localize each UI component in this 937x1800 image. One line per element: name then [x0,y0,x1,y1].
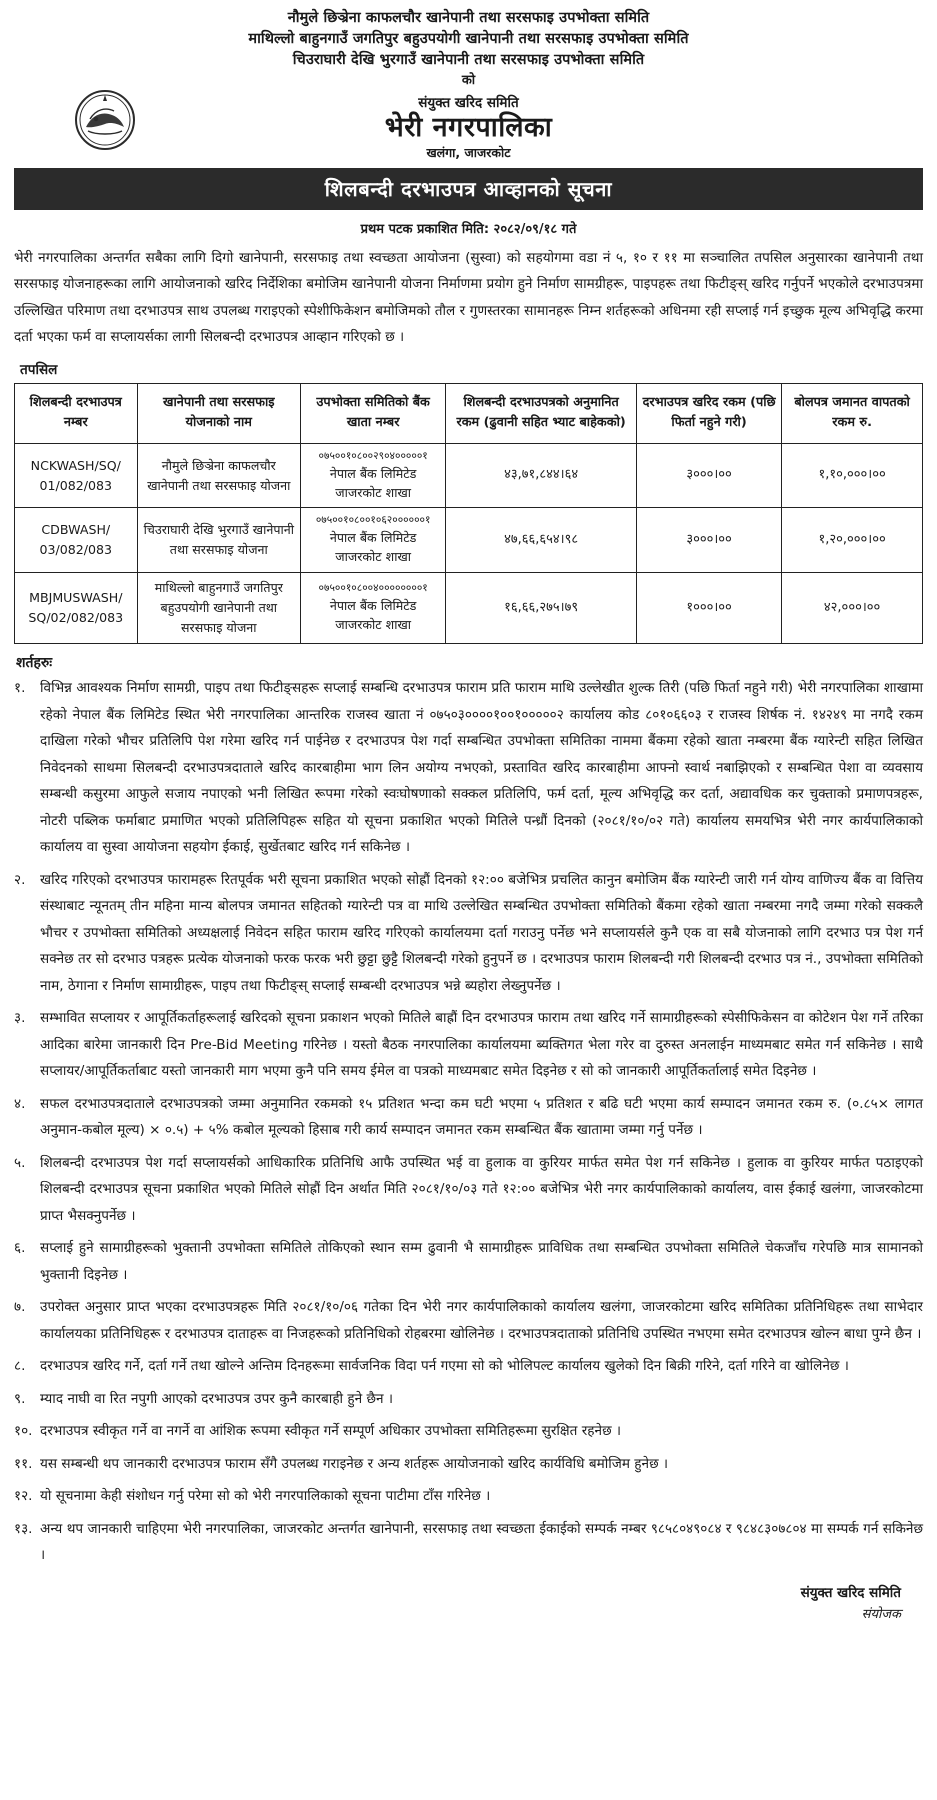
municipality-name: भेरी नगरपालिका [384,111,553,143]
table-row [15,443,923,508]
cell-bid-number: NCKWASH/SQ/ 01/082/083 [15,443,138,508]
cell-purchase-amount: १०००।०० [636,573,781,644]
col-purchase-amount: दरभाउपत्र खरिद रकम (पछि फिर्ता नहुने गरी) [636,383,781,443]
intro-paragraph: भेरी नगरपालिका अन्तर्गत सबैका लागि दिगो खानेपानी, सरसफाइ तथा स्वच्छता आयोजना (सुस्वा) को सहयोगमा वडा नं ५, १० र ११ मा सञ्चालित तपसिल अनुसारका खानेपानी तथा सरसफाइ योजनाहरूका लागि आयोजनाको खरिद निर्देशिका बमोजिम खानेपानी योजना निर्माणमा प्रयोग हुने निर्माण सामग्रीहरू, पाइपहरू तथा फिटीङ्स् खरिद गर्नुपर्ने भएकोले दरभाउपत्रमा उल्लिखित परिमाण तथा दरभाउपत्र साथ उपलब्ध गराइएको स्पेशीफिकेशन बमोजिमको तौल र गुणस्तरका सामानहरू निम्न शर्तहरूको अधिनमा रही सप्लाई गर्न इच्छुक मूल्य अभिवृद्धि करमा दर्ता भएका फर्म वा सप्लायर्सका लागी सिलबन्दी दरभाउपत्र आव्हान गरिएको छ । [14,249,923,346]
table-row [15,573,923,644]
publish-date: प्रथम पटक प्रकाशित मिति: २०८२/०९/१८ गते [360,221,577,237]
condition-text: विभिन्न आवश्यक निर्माण सामग्री, पाइप तथा फिटीङ्सहरू सप्लाई सम्बन्धि दरभाउपत्र फाराम प्रति फाराम माथि उल्लेखीत शुल्क तिरी (पछि फिर्ता नहुने गरी) भेरी नगरपालिका शाखामा रहेको नेपाल बैंक लिमिटेड स्थित भेरी नगरपालिका आन्तरिक राजस्व खाता नं ०७५०३००००१००१०००००२ कार्यालय कोड ८०१०६६०३ र राजस्व शिर्षक नं. १४२४९ मा नगदै रकम दाखिला गरेको भौचर प्रतिलिपि पेश गरेमा खरिद गर्न पाईनेछ र दरभाउपत्र पेश गर्दा सम्बन्धित उपभोक्ता समितिका नाममा बैंकमा रहेको खाता नम्बरमा बैंक ग्यारेन्टी सहित लिखित निवेदनको साथमा सिलबन्दी दरभाउपत्रदाताले खरिद कारबाहीमा भाग लिन अयोग्य नभएको, प्रस्तावित खरिद कारबाहीमा आफ्नो स्वार्थ नबाझिएको र सम्बन्धित पेशा वा व्यवसाय सम्बन्धी कसुरमा आफुले सजाय नपाएको भनी लिखित रूपमा गरेको स्वःघोषणाको सक्कल प्रतिलिपि, फर्म दर्ता, मूल्य अभिवृद्धि कर दर्ता, अद्यावधिक कर चुक्ताको प्रमाणपत्रहरू, नोटरी पब्लिक फर्माबाट प्रमाणित भएको प्रतिलिपिहरू सहित यो सूचना प्रकाशित भएको मितिले पन्ध्रौं दिनको (२०८१/१०/०२ गते) कार्यालय समयभित्र भेरी नगर कार्यपालिकाको कार्यालय वा सुस्वा आयोजना सहयोग ईकाई, सुर्खेतबाट खरिद गर्न सकिनेछ । [40,680,923,856]
condition-number: १. [14,680,26,697]
condition-number: ४. [14,1095,26,1112]
condition-number: ९. [14,1390,26,1407]
list-item [14,1451,923,1478]
account-number: ०७५००१०८००४००००००००१ [318,582,428,595]
col-bid-guarantee: बोलपत्र जमानत वापतको रकम रु. [782,383,923,443]
cell-bank-account [301,508,446,573]
list-item [14,1294,923,1347]
col-estimated-amount: शिलबन्दी दरभाउपत्रको अनुमानित रकम (ढुवानी सहित भ्याट बाहेकको) [446,383,637,443]
bank-name: नेपाल बैंक लिमिटेड जाजरकोट शाखा [329,530,417,565]
cell-bid-guarantee: १,१०,०००।०० [782,443,923,508]
cell-bank-account [301,443,446,508]
bid-details-table [14,383,923,644]
cell-bid-number: MBJMUSWASH/ SQ/02/082/083 [15,573,138,644]
conditions-title: शर्तहरुः [16,655,53,672]
list-item [14,1150,923,1230]
cell-estimated-amount: १६,६६,२७५।७९ [446,573,637,644]
condition-text: खरिद गरिएको दरभाउपत्र फारामहरू रितपूर्वक भरी सूचना प्रकाशित भएको सोह्रौं दिनको १२:०० बजेभित्र प्रचलित कानुन बमोजिम बैंक ग्यारेन्टी जारी गर्न योग्य वाणिज्य बैंक वा वित्तिय संस्थाबाट न्यूनतम् तीन महिना मान्य बोलपत्र जमानत सहितको ग्यारेन्टी पत्र वा माथि उल्लेखित सम्बन्धित उपभोक्ता समितिको बैंकमा रहेको खाता नम्बरमा नगदै जम्मा गरेको सक्कलै भौचर र उपभोक्ता समितिको अध्यक्षलाई निवेदन सहित फाराम खरिद गरिएको कार्यालयमा दर्ता गराउनु पर्नेछ भने सप्लायर्सले कुनै एक वा सबै योजनाको लागि दरभाउ पत्र पेश गर्न सक्नेछ तर सो दरभाउ पत्रहरू प्रत्येक योजनाको फरक फरक भरी छुट्टा छुट्टै शिलबन्दी गरेको हुनुपर्ने छ । दरभाउपत्र फाराम शिलबन्दी गरी शिलबन्दी दरभाउ पत्र नं., उपभोक्ता समितिको नाम, ठेगाना र निर्माण सामाग्रीहरू, पाइप तथा फिटीङ्स् सप्लाई सम्बन्धी दरभाउपत्र भन्ने ब्यहोरा लेख्नुपर्नेछ । [40,871,923,994]
col-scheme-name: खानेपानी तथा सरसफाइ योजनाको नाम [137,383,300,443]
signature-committee: संयुक्त खरिद समिति [800,1584,901,1601]
condition-number: ७. [14,1299,26,1316]
account-number: ०७५००१०८००१०६२००००००१ [315,514,431,527]
organization-block [14,93,923,161]
header-line-2: माथिल्लो बाहुनगाउँ जगतिपुर बहुउपयोगी खानेपानी तथा सरसफाइ उपभोक्ता समिति [248,31,689,48]
condition-text: अन्य थप जानकारी चाहिएमा भेरी नगरपालिका, जाजरकोट अन्तर्गत खानेपानी, सरसफाइ तथा स्वच्छता ईकाईको सम्पर्क नम्बर ९८५८०४९०८४ र ९८४८३०७८०४ मा सम्पर्क गर्न सकिनेछ । [40,1520,923,1564]
cell-estimated-amount: ४३,७१,८४४।६४ [446,443,637,508]
col-bid-number: शिलबन्दी दरभाउपत्र नम्बर [15,383,138,443]
col-bank-account: उपभोक्ता समितिको बैंक खाता नम्बर [301,383,446,443]
cell-scheme-name: चिउराघारी देखि भुरगाउँ खानेपानी तथा सरसफाइ योजना [137,508,300,573]
list-item [14,867,923,1000]
condition-text: शिलबन्दी दरभाउपत्र पेश गर्दा सप्लायर्सको आधिकारिक प्रतिनिधि आफै उपस्थित भई वा हुलाक वा कुरियर मार्फत समेत पेश गर्न सकिनेछ । हुलाक वा कुरियर मार्फत पठाइएको शिलबन्दी दरभाउपत्र सूचना प्रकाशित भएको मितिले सोह्रौं दिन अर्थात मिति २०८१/१०/०३ गते १२:०० बजेभित्र भेरी नगर कार्यपालिकाको कार्यालय, वास ईकाई खलंगा, जाजरकोटमा प्राप्त भैसक्नुपर्नेछ । [40,1154,923,1224]
document-header [14,8,923,91]
condition-number: ८. [14,1358,26,1375]
cell-bid-guarantee: ४२,०००।०० [782,573,923,644]
list-item [14,1091,923,1144]
list-item [14,1418,923,1445]
header-ko: को [461,73,476,89]
condition-text: यो सूचनामा केही संशोधन गर्नु परेमा सो को भेरी नगरपालिकाको सूचना पाटीमा टाँस गरिनेछ । [40,1488,491,1505]
cell-bid-number: CDBWASH/ 03/082/083 [15,508,138,573]
condition-number: १२. [14,1488,33,1505]
condition-number: ३. [14,1010,26,1027]
joint-procurement-committee-label: संयुक्त खरिद समिति [418,94,519,111]
cell-scheme-name: नौमुले छिञ्रेना काफलचौर खानेपानी तथा सरसफाइ योजना [137,443,300,508]
condition-number: ११. [14,1455,33,1472]
list-item [14,1005,923,1085]
list-item [14,1516,923,1569]
cell-scheme-name: माथिल्लो बाहुनगाउँ जगतिपुर बहुउपयोगी खानेपानी तथा सरसफाइ योजना [137,573,300,644]
header-line-1: नौमुले छिञ्रेना काफलचौर खानेपानी तथा सरसफाइ उपभोक्ता समिति [287,10,650,26]
cell-purchase-amount: ३०००।०० [636,443,781,508]
list-item [14,1386,923,1413]
notice-title-bar: शिलबन्दी दरभाउपत्र आव्हानको सूचना [14,168,923,210]
condition-text: म्याद नाघी वा रित नपुगी आएको दरभाउपत्र उपर कुनै कारबाही हुने छैन । [40,1390,394,1407]
header-line-3: चिउराघारी देखि भुरगाउँ खानेपानी तथा सरसफाइ उपभोक्ता समिति [292,52,645,69]
condition-text: सप्लाई हुने सामाग्रीहरूको भुक्तानी उपभोक्ता समितिले तोकिएको स्थान सम्म ढुवानी भै सामाग्रीहरू प्राविधिक तथा सम्बन्धित उपभोक्ता समितिले चेकजाँच गरेपछि मात्र सामानको भुक्तानी दिइनेछ । [40,1240,923,1283]
list-item [14,1353,923,1380]
conditions-list [14,675,923,1569]
cell-estimated-amount: ४७,६६,६५४।९८ [446,508,637,573]
list-item [14,1483,923,1510]
list-item [14,675,923,861]
municipality-address: खलंगा, जाजरकोट [426,144,511,160]
condition-number: २. [14,871,26,888]
bank-name: नेपाल बैंक लिमिटेड जाजरकोट शाखा [329,465,417,500]
table-row [15,508,923,573]
signature-role: संयोजक [861,1606,901,1622]
condition-text: उपरोक्त अनुसार प्राप्त भएका दरभाउपत्रहरू मिति २०८१/१०/०६ गतेका दिन भेरी नगर कार्यपालिकाको कार्यालय खलंगा, जाजरकोटमा खरिद समितिका प्रतिनिधिहरू तथा साभेदार कार्यालयका प्रतिनिधिहरू र दरभाउपत्र दाताहरू वा निजहरूको प्रतिनिधिको रोहबरमा खोलिनेछ । दरभाउपत्रदाताको प्रतिनिधि उपस्थित नभएमा समेत दरभाउपत्र खोल्न बाधा पुग्ने छैन । [40,1299,923,1342]
condition-text: सफल दरभाउपत्रदाताले दरभाउपत्रको जम्मा अनुमानित रकमको १५ प्रतिशत भन्दा कम घटी भएमा ५ प्रतिशत र बढि घटी भएमा कार्य सम्पादन जमानत रकम रु. (०.८५× लागत अनुमान-कबोल मूल्य) × ०.५) + ५% कबोल मूल्यको हिसाब गरी कार्य सम्पादन जमानत रकम सम्बन्धित बैंक खातामा जम्मा गर्नु पर्नेछ । [40,1095,923,1139]
account-number: ०७५००१०८००२९०४०००००१ [318,449,428,462]
signature-block [14,1583,923,1625]
cell-bank-account [301,573,446,644]
condition-text: यस सम्बन्धी थप जानकारी दरभाउपत्र फाराम सँगै उपलब्ध गराइनेछ र अन्य शर्तहरू आयोजनाको खरिद कार्यविधि बमोजिम हुनेछ । [40,1455,669,1472]
condition-text: दरभाउपत्र स्वीकृत गर्ने वा नगर्ने वा आंशिक रूपमा स्वीकृत गर्ने सम्पूर्ण अधिकार उपभोक्ता समितिहरूमा सुरक्षित रहनेछ । [40,1423,622,1440]
cell-bid-guarantee: १,२०,०००।०० [782,508,923,573]
condition-number: १३. [14,1520,33,1537]
list-item [14,1235,923,1288]
condition-text: दरभाउपत्र खरिद गर्ने, दर्ता गर्ने तथा खोल्ने अन्तिम दिनहरूमा सार्वजनिक विदा पर्न गएमा सो को भोलिपल्ट कार्यालय खुलेको दिन बिक्री गरिने, दर्ता गरिने वा खोलिनेछ । [40,1358,849,1375]
condition-number: ५. [14,1154,26,1171]
tapasil-label: तपसिल [20,361,58,378]
condition-number: ६. [14,1240,26,1257]
nepal-municipality-emblem-icon [72,89,138,151]
cell-purchase-amount: ३०००।०० [636,508,781,573]
bank-name: नेपाल बैंक लिमिटेड जाजरकोट शाखा [329,598,417,633]
condition-number: १०. [14,1423,33,1440]
table-header-row [15,383,923,443]
condition-text: सम्भावित सप्लायर र आपूर्तिकर्ताहरूलाई खरिदको सूचना प्रकाशन भएको मितिले बाह्रौं दिन दरभाउपत्र फाराम तथा खरिद गर्ने सामाग्रीहरूको स्पेसीफिकेसन वा कोटेशन पेश गर्ने तरिका आदिका बारेमा जानकारी दिन Pre-Bid Meeting गरिनेछ । यस्तो बैठक नगरपालिका कार्यालयमा ब्यक्तिगत भेला गरेर वा दुरुस्त अनलाईन माध्यमबाट समेत गर्न सकिनेछ । साथै सप्लायर/आपूर्तिकर्ताबाट यस्तो जानकारी माग भएमा कुनै पनि समय ईमेल वा पत्रको माध्यमबाट समेत दिइनेछ र सो को जानकारी आपूर्तिकर्तालाई समेत दिइनेछ । [40,1010,923,1080]
